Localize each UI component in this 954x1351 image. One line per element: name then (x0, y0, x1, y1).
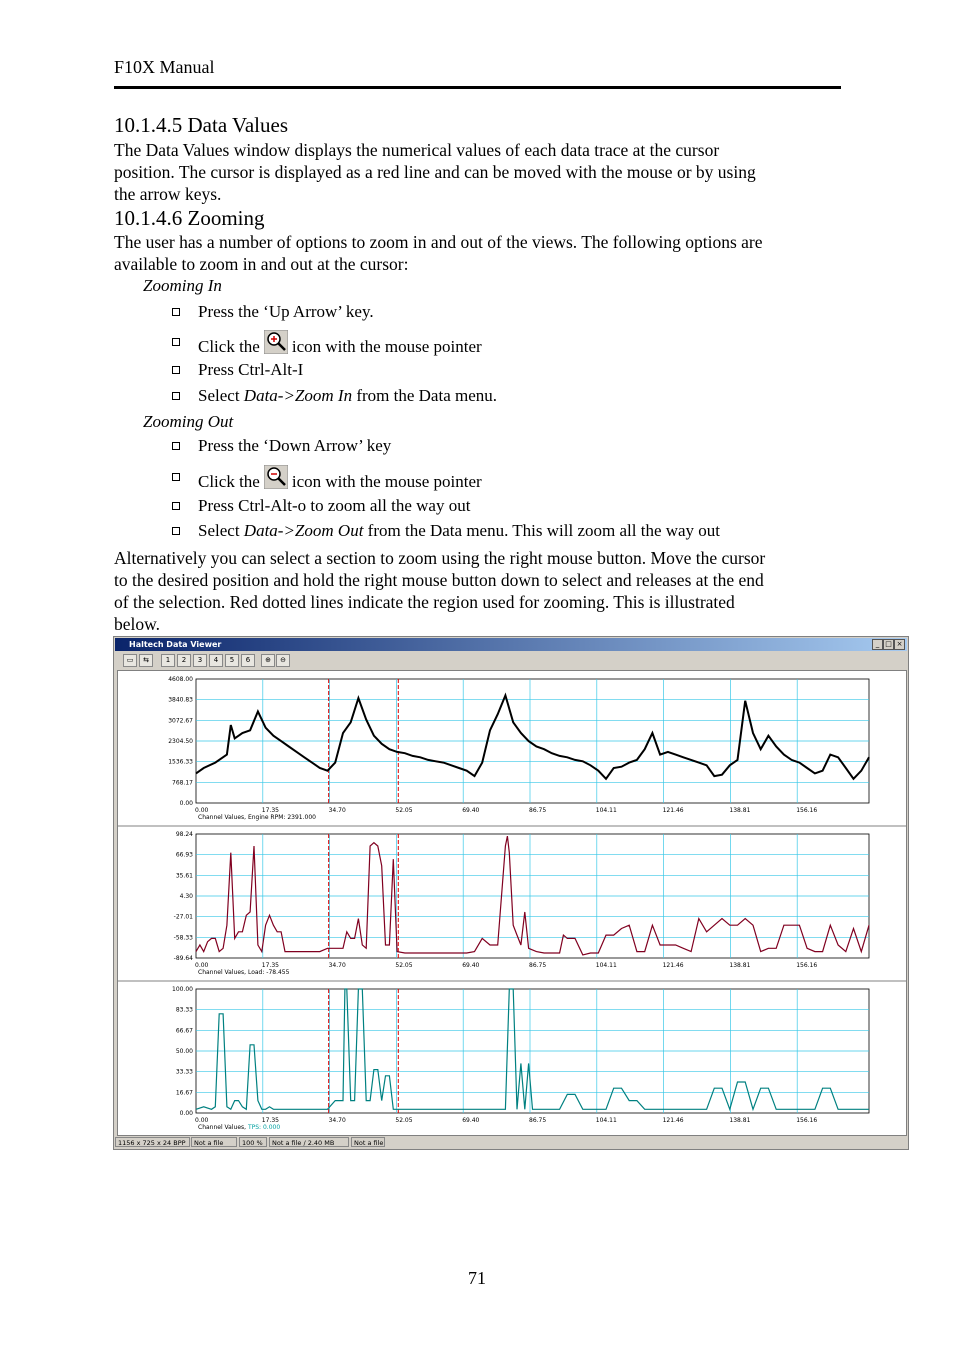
x-tick-label: 0.00 (195, 962, 209, 969)
text-line: the arrow keys. (114, 184, 222, 204)
x-tick-label: 104.11 (595, 807, 617, 814)
list-item-text: icon with the mouse pointer (291, 337, 482, 356)
trace-plots[interactable] (118, 671, 906, 1135)
x-tick-label: 69.40 (462, 962, 480, 969)
paragraph-data-values (114, 139, 844, 205)
list-item (172, 327, 482, 357)
y-tick-label: 66.93 (175, 851, 193, 859)
plot-area[interactable] (117, 670, 907, 1136)
list-item-text: from the Data menu. This will zoom all the way out (363, 521, 721, 540)
x-tick-label: 156.16 (796, 807, 818, 814)
list-item-text: Press the ‘Down Arrow’ key (198, 436, 392, 455)
menu-path-text: Data->Zoom In (243, 386, 353, 405)
x-tick-label: 34.70 (328, 962, 346, 969)
y-tick-label: -89.64 (173, 955, 193, 962)
y-tick-label: 98.24 (175, 831, 193, 838)
status-field: Not a file (351, 1137, 385, 1147)
list-item-text: Press Ctrl-Alt-I (198, 360, 304, 379)
checkbox-bullet-icon (172, 527, 180, 535)
toolbar (116, 653, 906, 669)
status-bar (115, 1137, 907, 1148)
running-header: F10X Manual (114, 57, 215, 77)
status-field: Not a file / 2.40 MB (269, 1137, 349, 1147)
y-tick-label: 4608.00 (168, 676, 193, 683)
list-item (172, 386, 497, 406)
x-tick-label: 121.46 (662, 962, 684, 969)
maximize-button[interactable]: □ (883, 639, 894, 650)
list-item (172, 436, 391, 456)
x-tick-label: 0.00 (195, 807, 209, 814)
text-line: of the selection. Red dotted lines indicate the region used for zooming. This is illustrated (114, 592, 735, 612)
list-item-text: Click the (198, 337, 260, 356)
channels-icon[interactable]: ⇆ (139, 654, 153, 667)
page-number: 71 (468, 1268, 486, 1288)
text-line: Alternatively you can select a section to zoom using the right mouse button. Move the cursor (114, 548, 766, 568)
x-tick-label: 34.70 (328, 807, 346, 814)
text-line: The Data Values window displays the numerical values of each data trace at the cursor (114, 140, 720, 160)
checkbox-bullet-icon (172, 442, 180, 450)
y-tick-label: 1536.33 (168, 758, 193, 766)
checkbox-bullet-icon (172, 502, 180, 510)
y-tick-label: 0.00 (179, 1110, 193, 1117)
list-item-text: from the Data menu. (352, 386, 498, 405)
channel-caption: Channel Values, Engine RPM: 2391.000 (198, 814, 316, 821)
y-tick-label: 16.67 (175, 1089, 193, 1097)
x-tick-label: 156.16 (796, 1117, 818, 1124)
list-item (172, 521, 720, 541)
list-item (172, 496, 470, 516)
menu-path-text: Data->Zoom Out (243, 521, 364, 540)
y-tick-label: 768.17 (172, 779, 193, 787)
y-tick-label: 33.33 (175, 1068, 193, 1076)
window-title-bar (115, 638, 907, 651)
y-tick-label: 0.00 (179, 800, 193, 807)
checkbox-bullet-icon (172, 366, 180, 374)
window-title: Haltech Data Viewer (129, 640, 222, 649)
y-tick-label: 2304.50 (168, 738, 193, 745)
x-tick-label: 34.70 (328, 1117, 346, 1124)
status-field: 1156 x 725 x 24 BPP (115, 1137, 190, 1147)
status-field: Not a file (191, 1137, 237, 1147)
heading-data-values: 10.1.4.5 Data Values (114, 113, 288, 137)
y-tick-label: 83.33 (175, 1006, 193, 1014)
x-tick-label: 0.00 (195, 1117, 209, 1124)
y-tick-label: 50.00 (175, 1048, 193, 1055)
list-item-text: Select (198, 386, 244, 405)
x-tick-label: 138.81 (729, 962, 751, 969)
text-line: available to zoom in and out at the cursor: (114, 254, 409, 274)
subheading-zooming-in: Zooming In (143, 276, 222, 295)
x-tick-label: 86.75 (529, 807, 547, 814)
y-tick-label: -27.01 (173, 913, 193, 921)
checkbox-bullet-icon (172, 392, 180, 400)
toolbar-zoom-out-icon[interactable]: ⊖ (276, 654, 290, 667)
paragraph-zooming (114, 231, 844, 275)
header-rule (114, 86, 841, 89)
text-line: to the desired position and hold the right mouse button down to select and releases at the end (114, 570, 764, 590)
view-3-icon[interactable]: 3 (193, 654, 207, 667)
x-tick-label: 52.05 (395, 962, 413, 969)
x-tick-label: 121.46 (662, 1117, 684, 1124)
status-field: 100 % (239, 1137, 267, 1147)
x-tick-label: 86.75 (529, 1117, 547, 1124)
list-item (172, 462, 482, 492)
list-item-text: icon with the mouse pointer (291, 472, 482, 491)
y-tick-label: -58.33 (173, 934, 193, 942)
view-4-icon[interactable]: 4 (209, 654, 223, 667)
x-tick-label: 138.81 (729, 1117, 751, 1124)
list-item (172, 302, 374, 322)
list-item-text: Press Ctrl-Alt-o to zoom all the way out (198, 496, 471, 515)
x-tick-label: 52.05 (395, 1117, 413, 1124)
list-item-text: Click the (198, 472, 260, 491)
y-tick-label: 66.67 (175, 1027, 193, 1035)
y-tick-label: 3840.83 (168, 696, 193, 704)
open-file-icon[interactable]: ▭ (123, 654, 137, 667)
x-tick-label: 17.35 (261, 807, 279, 814)
x-tick-label: 104.11 (595, 1117, 617, 1124)
list-item-text: Press the ‘Up Arrow’ key. (198, 302, 374, 321)
x-tick-label: 86.75 (529, 962, 547, 969)
zoom-in-icon (264, 330, 288, 354)
close-button[interactable]: × (894, 639, 905, 650)
x-tick-label: 69.40 (462, 807, 480, 814)
view-5-icon[interactable]: 5 (225, 654, 239, 667)
y-tick-label: 4.30 (179, 893, 193, 900)
channel-caption: Channel Values, TPS: 0.000 (198, 1124, 281, 1131)
minimize-button[interactable]: _ (872, 639, 883, 650)
x-tick-label: 69.40 (462, 1117, 480, 1124)
x-tick-label: 52.05 (395, 807, 413, 814)
view-2-icon[interactable]: 2 (177, 654, 191, 667)
checkbox-bullet-icon (172, 338, 180, 346)
text-line: below. (114, 614, 161, 634)
paragraph-zoom-selection (114, 547, 844, 635)
data-viewer-window (113, 636, 909, 1150)
x-tick-label: 104.11 (595, 962, 617, 969)
zoom-out-icon (264, 465, 288, 489)
list-item-text: Select (198, 521, 244, 540)
subheading-zooming-out: Zooming Out (143, 412, 234, 431)
checkbox-bullet-icon (172, 308, 180, 316)
x-tick-label: 121.46 (662, 807, 684, 814)
view-1-icon[interactable]: 1 (161, 654, 175, 667)
text-line: The user has a number of options to zoom in and out of the views. The following options are (114, 232, 763, 252)
y-tick-label: 35.61 (175, 872, 193, 880)
list-item (172, 360, 303, 380)
heading-zooming: 10.1.4.6 Zooming (114, 206, 265, 230)
channel-caption: Channel Values, Load: -78.455 (198, 969, 290, 976)
x-tick-label: 138.81 (729, 807, 751, 814)
y-tick-label: 3072.67 (168, 717, 193, 725)
checkbox-bullet-icon (172, 473, 180, 481)
y-tick-label: 100.00 (172, 986, 193, 993)
x-tick-label: 17.35 (261, 962, 279, 969)
x-tick-label: 17.35 (261, 1117, 279, 1124)
toolbar-zoom-in-icon[interactable]: ⊕ (261, 654, 275, 667)
text-line: position. The cursor is displayed as a red line and can be moved with the mouse or by using (114, 162, 756, 182)
view-6-icon[interactable]: 6 (241, 654, 255, 667)
x-tick-label: 156.16 (796, 962, 818, 969)
